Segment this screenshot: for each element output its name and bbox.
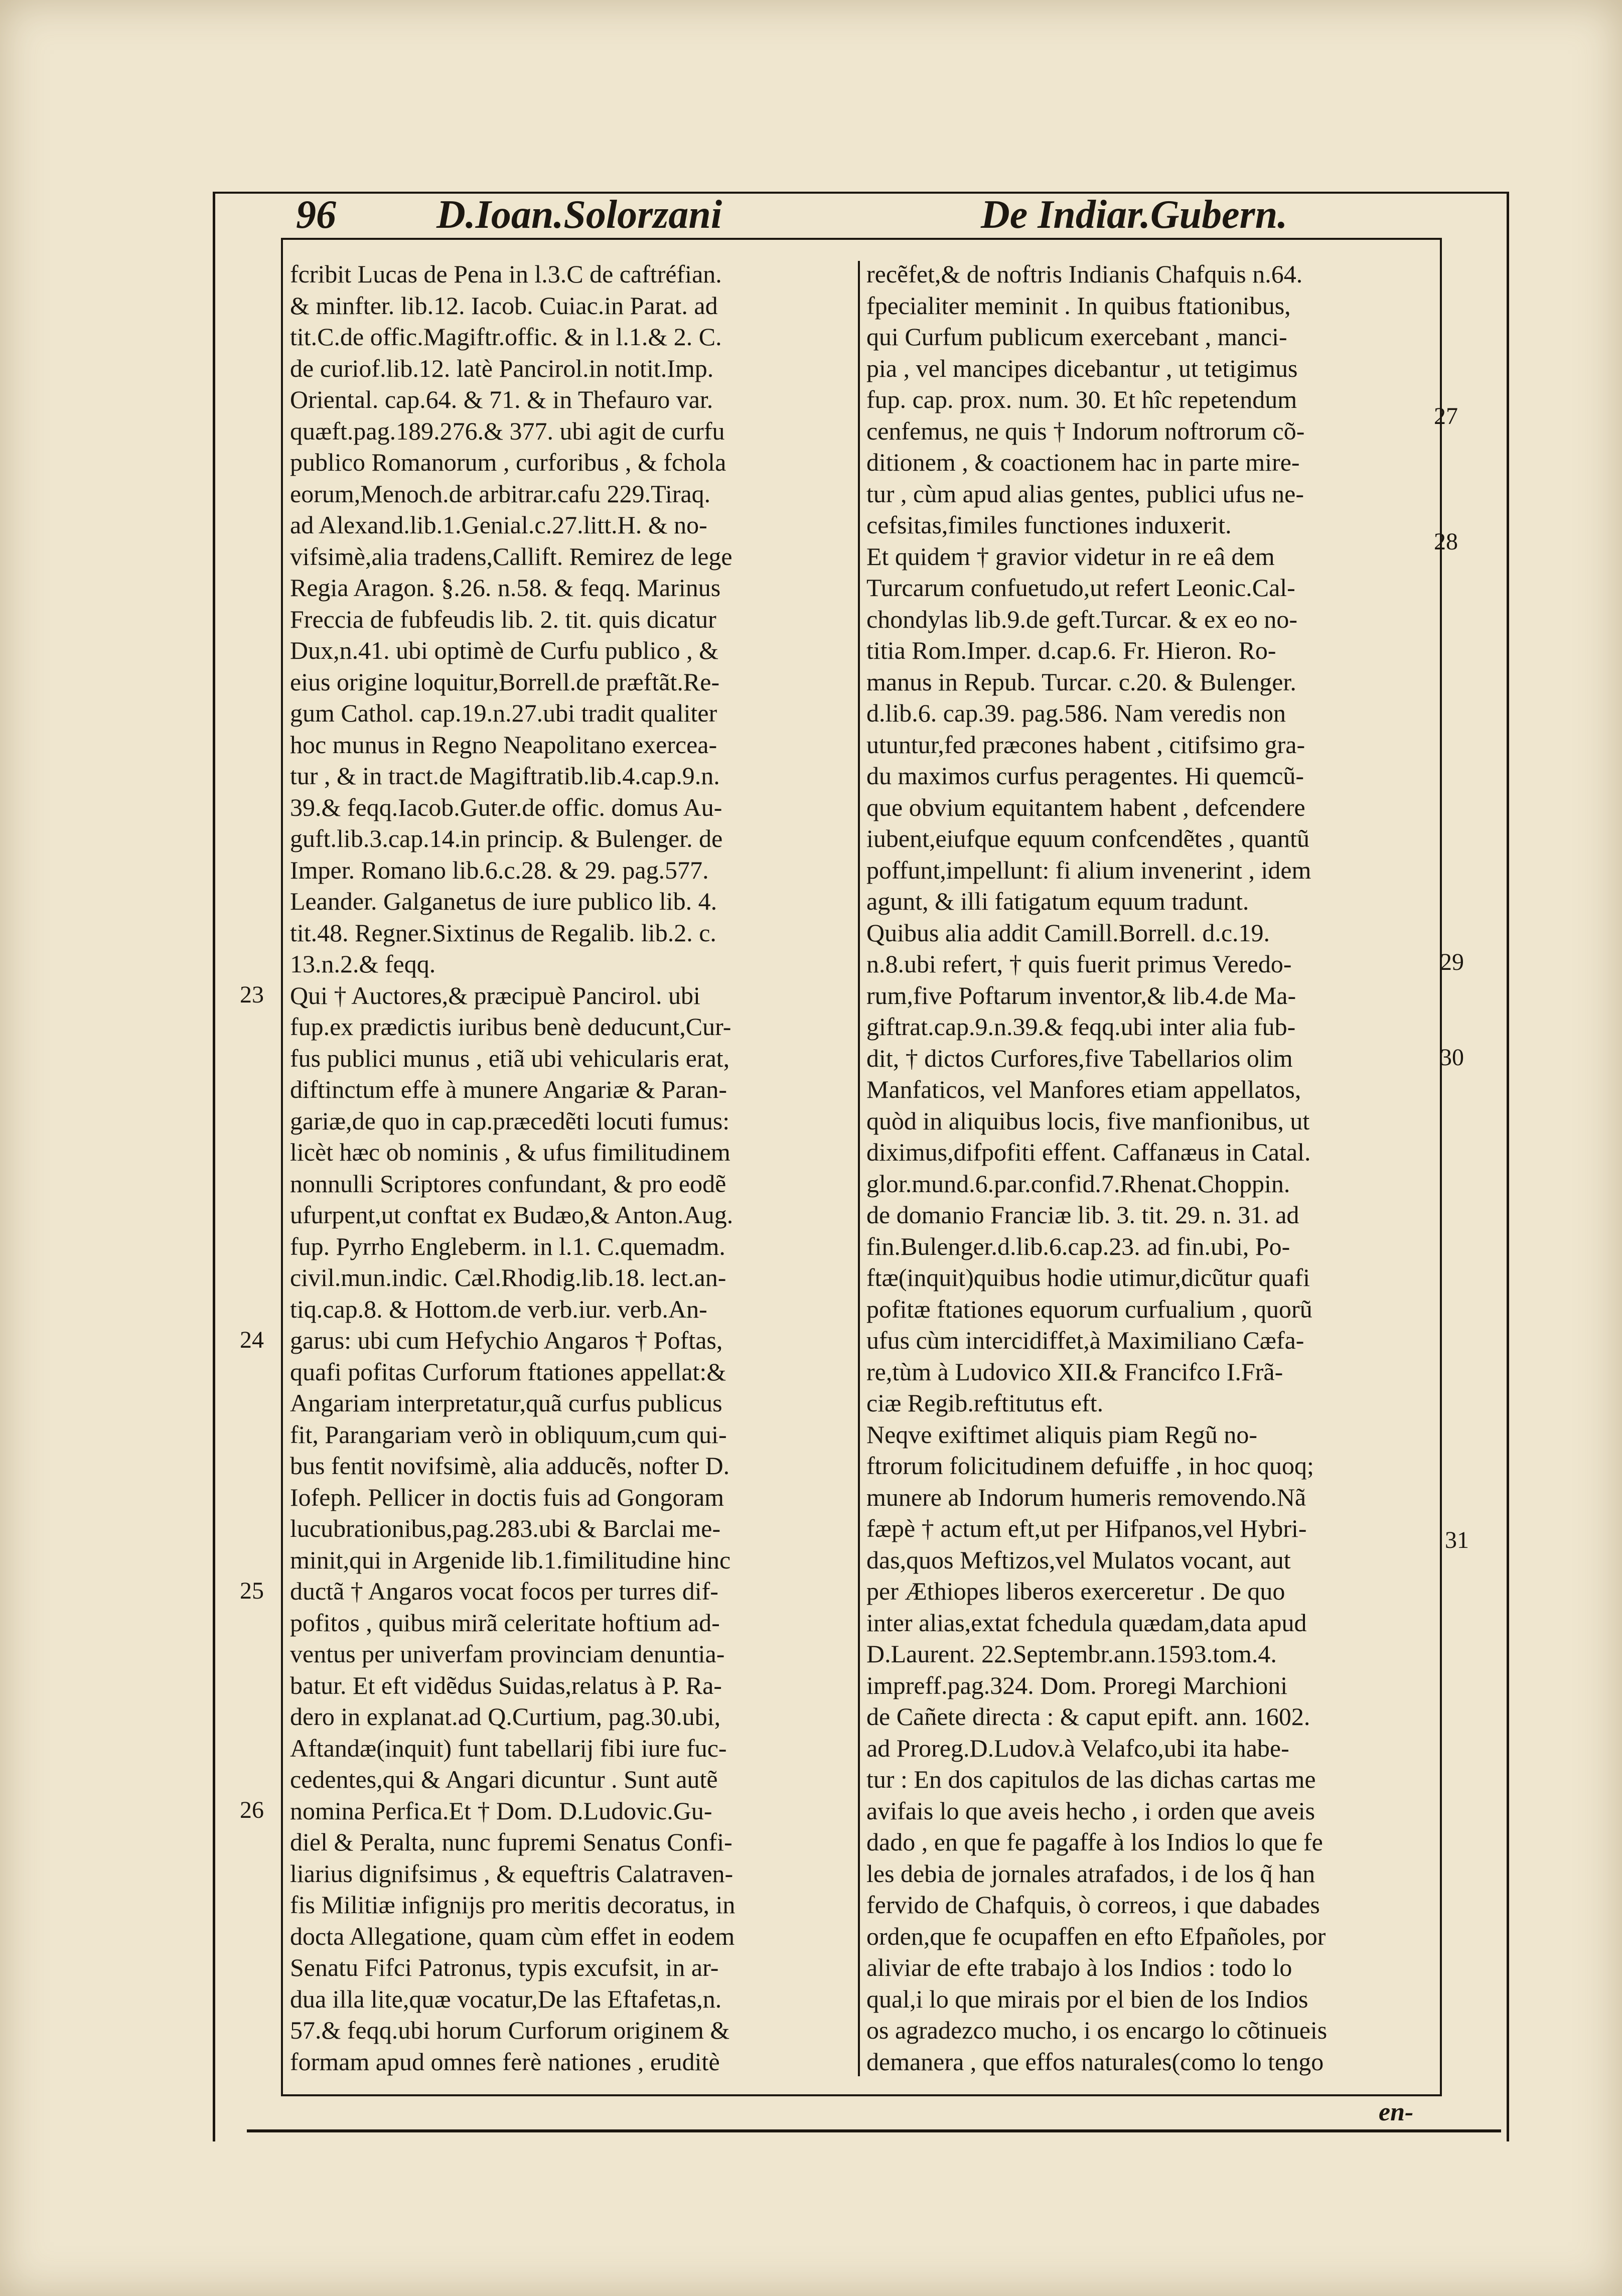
text-line: fup.ex prædictis iuribus benè deducunt,Cur- (290, 1013, 731, 1041)
text-line: fpecialiter meminit . In quibus ftationibus, (866, 291, 1291, 320)
text-line: ufus cùm intercidiffet,à Maximiliano Cæfa- (866, 1326, 1304, 1354)
text-line: Freccia de fubfeudis lib. 2. tit. quis dicatur (290, 605, 716, 633)
text-line: Dux,n.41. ubi optimè de Curfu publico , & (290, 636, 719, 664)
text-line: Neqve exiftimet aliquis piam Regũ no- (866, 1420, 1257, 1449)
text-line: pia , vel mancipes dicebantur , ut tetigimus (866, 354, 1298, 382)
text-line: ventus per univerfam provinciam denuntia- (290, 1640, 725, 1668)
text-line: pofitos , quibus mirã celeritate hoftium ad- (290, 1608, 720, 1637)
text-line: 57.& feqq.ubi horum Curforum originem & (290, 2016, 730, 2044)
margin-number-23: 23 (240, 981, 264, 1008)
text-line: cedentes,qui & Angari dicuntur . Sunt autẽ (290, 1765, 718, 1793)
text-line: fup. cap. prox. num. 30. Et hîc repetendum (866, 385, 1297, 413)
text-line: dua illa lite,quæ vocatur,De las Eftafetas,n. (290, 1984, 722, 2013)
text-line: qui Curfum publicum exercebant , manci- (866, 323, 1287, 351)
text-line: titia Rom.Imper. d.cap.6. Fr. Hieron. Ro- (866, 636, 1276, 664)
text-line: ufurpent,ut conftat ex Budæo,& Anton.Aug. (290, 1201, 733, 1229)
text-line: iubent,eiufque equum confcendẽtes , quantũ (866, 824, 1310, 852)
left-column (290, 258, 852, 2077)
text-line: recẽfet,& de noftris Indianis Chafquis n.64. (866, 260, 1303, 288)
text-line: tur , cùm apud alias gentes, publici ufus ne- (866, 479, 1304, 508)
text-line: docta Allegatione, quam cùm effet in eodem (290, 1922, 735, 1950)
text-line: liarius dignifsimus , & equeftris Calatraven- (290, 1859, 733, 1888)
text-line: quafi pofitas Curforum ftationes appellat:& (290, 1357, 726, 1386)
text-line: ftæ(inquit)quibus hodie utimur,dicũtur quafi (866, 1263, 1310, 1292)
margin-number-30: 30 (1440, 1044, 1464, 1071)
page-number: 96 (296, 193, 336, 237)
text-line: hoc munus in Regno Neapolitano exercea- (290, 730, 717, 759)
text-line: Et quidem † gravior videtur in re eâ dem (866, 542, 1275, 570)
text-line: tit.48. Regner.Sixtinus de Regalib. lib.2. c. (290, 918, 716, 947)
text-line: Leander. Galganetus de iure publico lib. 4. (290, 887, 717, 915)
text-line: Qui † Auctores,& præcipuè Pancirol. ubi (290, 981, 700, 1010)
text-line: fæpè † actum eft,ut per Hifpanos,vel Hybri- (866, 1514, 1307, 1542)
text-line: orden,que fe ocupaffen en efto Efpañoles, por (866, 1922, 1326, 1950)
margin-number-27: 27 (1434, 403, 1458, 429)
text-line: Quibus alia addit Camill.Borrell. d.c.19. (866, 918, 1270, 947)
text-line: qual,i lo que mirais por el bien de los Indios (866, 1984, 1308, 2013)
text-line: dit, † dictos Curfores,five Tabellarios olim (866, 1044, 1293, 1072)
text-line: nonnulli Scriptores confundant, & pro eodẽ (290, 1169, 726, 1198)
text-line: chondylas lib.9.de geft.Turcar. & ex eo no- (866, 605, 1298, 633)
margin-number-29: 29 (1440, 949, 1464, 975)
text-line: nomina Perfica.Et † Dom. D.Ludovic.Gu- (290, 1796, 712, 1825)
text-line: agunt, & illi fatigatum equum tradunt. (866, 887, 1249, 915)
text-line: licèt hæc ob nominis , & ufus fimilitudinem (290, 1138, 730, 1166)
margin-number-28: 28 (1434, 528, 1458, 555)
text-line: quæft.pag.189.276.& 377. ubi agit de curfu (290, 416, 725, 445)
text-line: manus in Repub. Turcar. c.20. & Bulenger. (866, 667, 1296, 696)
text-line: dero in explanat.ad Q.Curtium, pag.30.ubi, (290, 1702, 721, 1731)
text-line: Turcarum confuetudo,ut refert Leonic.Cal- (866, 573, 1295, 602)
text-line: munere ab Indorum humeris removendo.Nã (866, 1483, 1306, 1511)
text-line: Angariam interpretatur,quã curfus publicus (290, 1389, 722, 1417)
text-line: quòd in aliquibus locis, five manfionibus, ut (866, 1106, 1310, 1135)
text-line: de Cañete directa : & caput epift. ann. 1602. (866, 1702, 1310, 1731)
text-line: D.Laurent. 22.Septembr.ann.1593.tom.4. (866, 1640, 1277, 1668)
text-line: eorum,Menoch.de arbitrar.cafu 229.Tiraq. (290, 479, 711, 508)
margin-number-26: 26 (240, 1797, 264, 1823)
text-line: diximus,difpofiti effent. Caffanæus in Catal. (866, 1138, 1311, 1166)
text-line: & minfter. lib.12. Iacob. Cuiac.in Parat. ad (290, 291, 718, 320)
text-line: fin.Bulenger.d.lib.6.cap.23. ad fin.ubi, Po- (866, 1232, 1290, 1260)
text-line: batur. Et eft vidẽdus Suidas,relatus à P. Ra- (290, 1671, 722, 1699)
text-line: eius origine loquitur,Borrell.de præftãt.Re- (290, 667, 720, 696)
text-line: de domanio Franciæ lib. 3. tit. 29. n. 31. ad (866, 1201, 1299, 1229)
text-line: impreff.pag.324. Dom. Proregi Marchioni (866, 1671, 1288, 1699)
text-line: ftrorum folicitudinem defuiffe , in hoc quoq; (866, 1452, 1314, 1480)
text-line: fervido de Chafquis, ò correos, i que dabades (866, 1891, 1320, 1919)
text-line: 13.n.2.& feqq. (290, 950, 436, 978)
text-line: de curiof.lib.12. latè Pancirol.in notit.Imp. (290, 354, 714, 382)
text-line: fup. Pyrrho Engleberm. in l.1. C.quemadm. (290, 1232, 725, 1260)
text-line: Oriental. cap.64. & 71. & in Thefauro var. (290, 385, 713, 413)
text-line: diftinctum effe à munere Angariæ & Paran- (290, 1075, 727, 1103)
text-line: ciæ Regib.reftitutus eft. (866, 1389, 1104, 1417)
text-line: publico Romanorum , curforibus , & fchola (290, 448, 726, 476)
margin-number-31: 31 (1445, 1527, 1469, 1553)
catchword: en- (1379, 2098, 1414, 2126)
text-line: glor.mund.6.par.confid.7.Rhenat.Choppin. (866, 1169, 1290, 1198)
text-line: ad Alexand.lib.1.Genial.c.27.litt.H. & no- (290, 511, 707, 539)
text-line: 39.& feqq.Iacob.Guter.de offic. domus Au- (290, 793, 722, 821)
text-line: lucubrationibus,pag.283.ubi & Barclai me- (290, 1514, 721, 1542)
column-divider (858, 261, 860, 2076)
text-line: formam apud omnes ferè nationes , eruditè (290, 2047, 720, 2076)
text-line: fcribit Lucas de Pena in l.3.C de caftréfian. (290, 260, 722, 288)
text-line: cenfemus, ne quis † Indorum noftrorum cõ- (866, 416, 1305, 445)
text-line: fis Militiæ infignijs pro meritis decoratus, in (290, 1891, 735, 1919)
text-line: civil.mun.indic. Cæl.Rhodig.lib.18. lect.an- (290, 1263, 726, 1292)
margin-number-25: 25 (240, 1577, 264, 1604)
text-line: cefsitas,fimiles functiones induxerit. (866, 511, 1232, 539)
text-line: que obvium equitantem habent , defcendere (866, 793, 1305, 821)
text-line: poffunt,impellunt: fi alium invenerint , idem (866, 855, 1311, 884)
text-line: tit.C.de offic.Magiftr.offic. & in l.1.& 2. C. (290, 323, 722, 351)
text-line: Senatu Fifci Patronus, typis excufsit, in ar- (290, 1953, 719, 1981)
text-line: diel & Peralta, nunc fupremi Senatus Confi- (290, 1828, 732, 1856)
text-line: Manfaticos, vel Manfores etiam appellatos, (866, 1075, 1301, 1103)
text-line: Iofeph. Pellicer in doctis fuis ad Gongoram (290, 1483, 724, 1511)
text-line: utuntur,fed præcones habent , citifsimo gra- (866, 730, 1305, 759)
text-line: ad Proreg.D.Ludov.à Velafco,ubi ita habe- (866, 1734, 1289, 1762)
text-line: gum Cathol. cap.19.n.27.ubi tradit qualiter (290, 699, 717, 727)
running-head-author: D.Ioan.Solorzani (436, 193, 722, 237)
text-line: avifais lo que aveis hecho , i orden que aveis (866, 1796, 1315, 1825)
text-line: vifsimè,alia tradens,Callift. Remirez de lege (290, 542, 732, 570)
text-line: inter alias,extat fchedula quædam,data apud (866, 1608, 1307, 1637)
text-line: dado , en que fe pagaffe à los Indios lo que fe (866, 1828, 1323, 1856)
text-line: tiq.cap.8. & Hottom.de verb.iur. verb.An- (290, 1295, 707, 1323)
text-line: giftrat.cap.9.n.39.& feqq.ubi inter alia fub- (866, 1013, 1296, 1041)
bottom-rule (247, 2129, 1501, 2132)
text-line: tur , & in tract.de Magiftratib.lib.4.cap.9.n. (290, 762, 720, 790)
right-column (866, 258, 1426, 2077)
text-line: bus fentit novifsimè, alia adducẽs, nofter D. (290, 1452, 730, 1480)
text-line: guft.lib.3.cap.14.in princip. & Bulenger. de (290, 824, 723, 852)
text-line: ditionem , & coactionem hac in parte mire- (866, 448, 1300, 476)
running-head-title: De Indiar.Gubern. (981, 193, 1288, 237)
text-line: n.8.ubi refert, † quis fuerit primus Veredo- (866, 950, 1292, 978)
text-line: gariæ,de quo in cap.præcedẽti locuti fumus: (290, 1106, 730, 1135)
text-line: rum,five Poftarum inventor,& lib.4.de Ma- (866, 981, 1296, 1010)
text-line: les debia de jornales atrafados, i de los q̃ han (866, 1859, 1315, 1888)
text-line: Aftandæ(inquit) funt tabellarij fibi iure fuc- (290, 1734, 727, 1762)
text-line: demanera , que effos naturales(como lo tengo (866, 2047, 1324, 2076)
text-line: fit, Parangariam verò in obliquum,cum qui- (290, 1420, 727, 1449)
text-line: re,tùm à Ludovico XII.& Francifco I.Frã- (866, 1357, 1283, 1386)
text-line: d.lib.6. cap.39. pag.586. Nam veredis non (866, 699, 1286, 727)
text-line: du maximos curfus peragentes. Hi quemcũ- (866, 762, 1304, 790)
text-line: das,quos Meftizos,vel Mulatos vocant, aut (866, 1545, 1291, 1574)
text-line: Regia Aragon. §.26. n.58. & feqq. Marinus (290, 573, 721, 602)
text-line: Imper. Romano lib.6.c.28. & 29. pag.577. (290, 855, 709, 884)
text-line: minit,qui in Argenide lib.1.fimilitudine hinc (290, 1545, 731, 1574)
text-line: garus: ubi cum Hefychio Angaros † Poftas, (290, 1326, 723, 1354)
text-line: ductã † Angaros vocat focos per turres dif- (290, 1577, 718, 1605)
margin-number-24: 24 (240, 1327, 264, 1353)
text-line: pofitæ ftationes equorum curfualium , quorũ (866, 1295, 1312, 1323)
text-line: aliviar de efte trabajo à los Indios : todo lo (866, 1953, 1292, 1981)
text-line: per Æthiopes liberos exerceretur . De quo (866, 1577, 1285, 1605)
text-line: fus publici munus , etiã ubi vehicularis erat, (290, 1044, 730, 1072)
text-line: os agradezco mucho, i os encargo lo cõtinueis (866, 2016, 1328, 2044)
text-line: tur : En dos capitulos de las dichas cartas me (866, 1765, 1316, 1793)
